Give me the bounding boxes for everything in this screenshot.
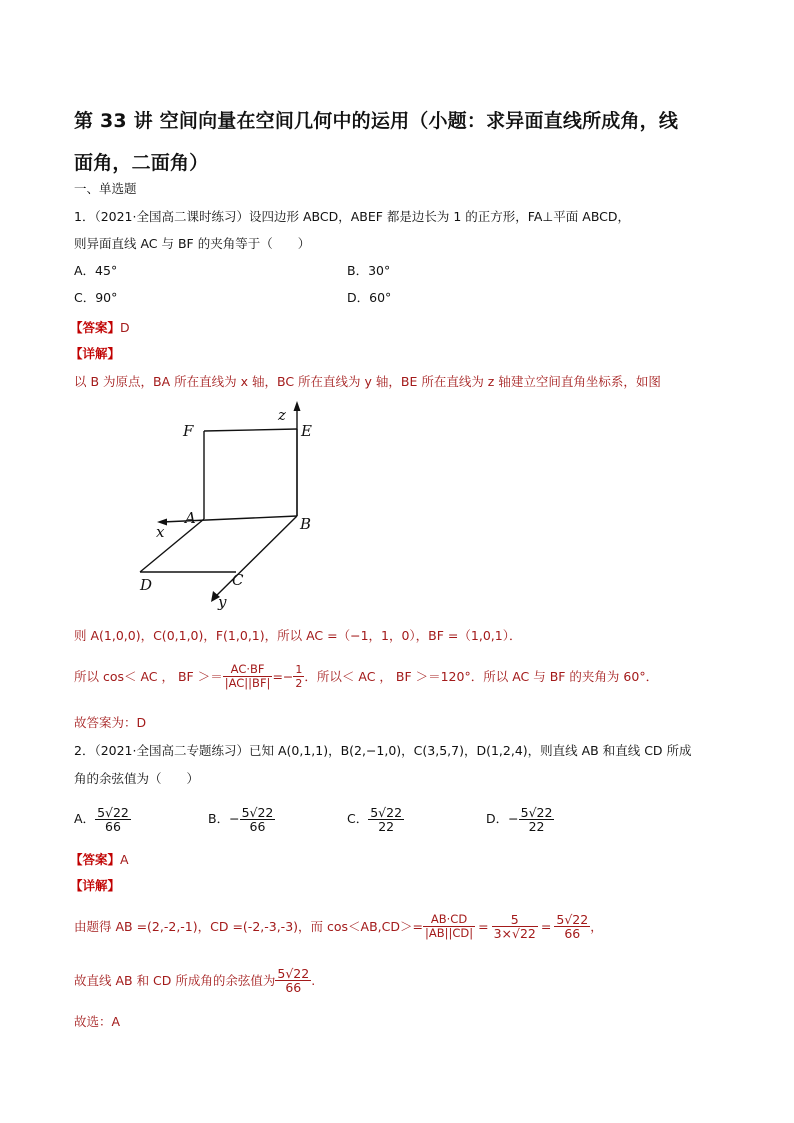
- q2-option-a: [74, 800, 131, 838]
- label-x: x: [156, 523, 165, 541]
- q2-final: 故选：A: [74, 1014, 121, 1029]
- q1-option-a: A．45°: [74, 263, 118, 278]
- calc-fraction-1: [423, 913, 475, 940]
- option-denominator: 66: [249, 818, 266, 834]
- coordinate-diagram: [130, 398, 330, 613]
- fraction-numerator: AB·CD: [423, 913, 475, 927]
- option-denominator: 22: [528, 818, 545, 834]
- conclusion-prefix: 故直线 AB 和 CD 所成角的余弦值为: [74, 973, 276, 988]
- option-fraction: [368, 806, 404, 833]
- q1-answer: [70, 317, 130, 336]
- q2-calc-line: [74, 903, 603, 949]
- answer-tag: 【答案】: [70, 852, 121, 867]
- q1-option-b: B．30°: [347, 263, 391, 278]
- label-a: A: [185, 509, 196, 527]
- q2-detail-tag: 【详解】: [70, 878, 121, 893]
- option-letter: B．: [208, 811, 230, 826]
- q2-conclusion: [74, 962, 315, 998]
- label-z: z: [278, 406, 286, 424]
- fraction-numerator: 5√22: [556, 911, 589, 927]
- q2-answer: [70, 849, 129, 868]
- option-numerator: 5√22: [241, 804, 274, 820]
- edge-fe: [204, 429, 297, 431]
- q1-coords-line: 则 A(1,0,0)，C(0,1,0)，F(1,0,1)，所以 AC =（−1，1，0），BF =（1,0,1）．: [74, 628, 522, 643]
- option-fraction: [519, 806, 555, 833]
- label-d: D: [140, 576, 153, 594]
- label-c: C: [232, 571, 244, 589]
- page-title-line2: 面角，二面角）: [74, 152, 209, 174]
- label-y: y: [218, 593, 227, 611]
- page-title-line1: 第 33 讲 空间向量在空间几何中的运用（小题：求异面直线所成角，线: [74, 110, 679, 132]
- cos-numerator: AC·BF: [223, 663, 273, 677]
- cos-fraction: [223, 663, 273, 690]
- y-axis: [214, 516, 297, 598]
- calc-fraction-3: [554, 913, 590, 940]
- half-fraction: [293, 663, 304, 690]
- q1-text-line1: 1．（2021·全国高二课时练习）设四边形 ABCD，ABEF 都是边长为 1 的正方形，FA⊥平面 ABCD，: [74, 209, 631, 224]
- half-numerator: 1: [295, 662, 303, 676]
- cos-denominator: |AC||BF|: [224, 675, 271, 690]
- calc-fraction-2: [492, 913, 538, 940]
- option-fraction: [95, 806, 131, 833]
- fraction-denominator: 66: [285, 979, 302, 995]
- q2-option-b: [208, 800, 275, 838]
- q1-text-line2: 则异面直线 AC 与 BF 的夹角等于（ ）: [74, 236, 311, 251]
- cos-suffix: ．所以＜ AC ， BF ＞＝120°．所以 AC 与 BF 的夹角为 60°．: [304, 669, 659, 684]
- calc-equals: =: [478, 918, 489, 934]
- q2-option-d: [486, 800, 554, 838]
- label-b: B: [300, 515, 312, 533]
- q1-cos-line: [74, 654, 658, 698]
- fraction-denominator: |AB||CD|: [424, 925, 474, 940]
- q1-option-c: C．90°: [74, 290, 118, 305]
- fraction-numerator: 5: [492, 913, 538, 927]
- q2-text-line2: 角的余弦值为（ ）: [74, 771, 200, 786]
- option-denominator: 22: [378, 818, 395, 834]
- option-numerator: 5√22: [520, 804, 553, 820]
- option-letter: D．: [486, 811, 509, 826]
- option-numerator: 5√22: [370, 804, 403, 820]
- conclusion-suffix: .: [311, 972, 316, 988]
- half-denominator: 2: [295, 676, 303, 690]
- fraction-denominator: 3×√22: [493, 925, 536, 941]
- calc-suffix: ，: [590, 919, 603, 934]
- label-f: F: [183, 422, 194, 440]
- option-fraction: [240, 806, 276, 833]
- cos-prefix: 所以 cos＜ AC ， BF ＞＝: [74, 669, 223, 684]
- conclusion-fraction: [275, 967, 311, 994]
- option-letter: C．: [347, 811, 369, 826]
- q1-final: 故答案为：D: [74, 715, 147, 730]
- cos-mid: =−: [272, 668, 294, 684]
- label-e: E: [301, 422, 312, 440]
- calc-equals: =: [540, 918, 552, 934]
- q1-detail-line1: 以 B 为原点，BA 所在直线为 x 轴，BC 所在直线为 y 轴，BE 所在直线为 z 轴建立空间直角坐标系，如图: [74, 374, 661, 389]
- option-numerator: 5√22: [97, 804, 129, 820]
- answer-value: D: [120, 320, 130, 335]
- calc-prefix: 由题得 AB =(2,-2,-1)，CD =(-2,-3,-3)，而 cos＜AB,CD＞=: [74, 919, 423, 934]
- section-heading: 一、单选题: [74, 181, 137, 196]
- fraction-denominator: 66: [564, 925, 581, 941]
- q1-option-d: D．60°: [347, 290, 392, 305]
- q1-detail-tag: 【详解】: [70, 346, 121, 361]
- x-axis: [162, 516, 297, 522]
- q2-option-c: [347, 800, 404, 838]
- z-arrowhead: [294, 401, 301, 411]
- answer-tag: 【答案】: [70, 320, 121, 335]
- answer-value: A: [120, 852, 129, 867]
- option-letter: A．: [74, 811, 96, 826]
- option-sign: −: [229, 811, 240, 826]
- q2-text-line1: 2．（2021·全国高二专题练习）已知 A(0,1,1)，B(2,−1,0)，C(3,5,7)，D(1,2,4)，则直线 AB 和直线 CD 所成: [74, 743, 692, 758]
- fraction-numerator: 5√22: [277, 965, 310, 981]
- option-sign: −: [508, 811, 519, 826]
- option-denominator: 66: [105, 818, 121, 834]
